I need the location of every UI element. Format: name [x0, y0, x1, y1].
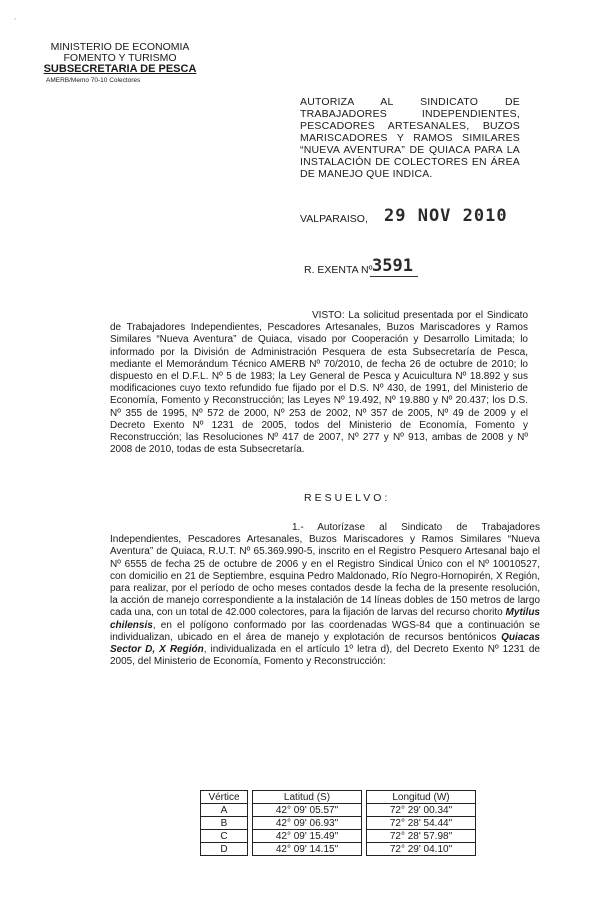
vertex-cell: C	[201, 830, 248, 843]
column-header-latitude: Latitud (S)	[253, 791, 362, 804]
table-row	[201, 804, 476, 817]
longitude-cell: 72° 28' 57.98"	[367, 830, 476, 843]
article-1-paragraph	[110, 522, 540, 668]
visto-paragraph	[110, 310, 528, 456]
coordinates-table	[200, 790, 476, 856]
vertex-cell: A	[201, 804, 248, 817]
date-stamp: 29 NOV 2010	[384, 206, 508, 226]
table-row	[201, 830, 476, 843]
longitude-cell: 72° 28' 54.44"	[367, 817, 476, 830]
number-underline	[370, 276, 418, 277]
memo-reference: AMERB/Memo 70-10 Colectores	[46, 77, 141, 84]
column-header-vertex: Vértice	[201, 791, 248, 804]
exenta-number: 3591	[372, 256, 413, 276]
ministry-header	[40, 42, 200, 86]
undersecretariat-name: SUBSECRETARIA DE PESCA	[43, 63, 197, 75]
latitude-cell: 42° 09' 14.15"	[253, 843, 362, 856]
visto-text: La solicitud presentada por el Sindicato de Trabajadores Independientes, Pescadores Artesanales, Buzos Mariscadores y Ramos Similares “Nueva Aventura” de Quiaca, visado por Cooperación y Desarrollo Limitada; lo informado por la División de Administración Pesquera de esta Subsecretaría de Pesca, mediante el Memorándum Técnico AMERB Nº 70/2010, de fecha 26 de octubre de 2010; lo dispuesto en el D.F.L. Nº 5 de 1983; la Ley General de Pesca y Acuicultura Nº 18.892 y sus modificaciones cuyo texto refundido fue fijado por el D.S. Nº 430, de 1991, del Ministerio de Economía, Fomento y Reconstrucción; las Leyes Nº 19.492, Nº 19.880 y Nº 20.437; los D.S. Nº 355 de 1995, Nº 572 de 2000, Nº 253 de 2002, Nº 357 de 2005, Nº 49 de 2009 y el Decreto Exento Nº 1231 de 2005, todos del Ministerio de Economía, Fomento y Reconstrucción; las Resoluciones Nº 417 de 2007, Nº 277 y Nº 913, ambas de 2008 y Nº 2008 de 2010, todas de esta Subsecretaría.	[110, 310, 529, 456]
column-header-longitude: Longitud (W)	[367, 791, 476, 804]
table-row	[201, 843, 476, 856]
table-header-row	[201, 791, 476, 804]
species-name: Mytilus chilensis	[110, 607, 540, 631]
ministry-name: MINISTERIO DE ECONOMIA	[50, 41, 190, 53]
latitude-cell: 42° 09' 05.57"	[253, 804, 362, 817]
place-label: VALPARAISO,	[300, 213, 368, 225]
resuelvo-heading: RESUELVO:	[304, 492, 391, 504]
table-row	[201, 817, 476, 830]
article-1-lead: 1.- Autorízase al Sindicato de Trabajadores	[292, 522, 540, 533]
longitude-cell: 72° 29' 00.34"	[367, 804, 476, 817]
exenta-label: R. EXENTA Nº	[304, 264, 373, 276]
vertex-cell: B	[201, 817, 248, 830]
longitude-cell: 72° 29' 04.10"	[367, 843, 476, 856]
article-1-text-b: , en el polígono conformado por las coordenadas WGS-84 que a continuación se individualizan, ubicado en el área de manejo y explotación de recursos bentónicos	[110, 619, 540, 643]
corner-mark: ∙	[14, 14, 17, 23]
latitude-cell: 42° 09' 06.93"	[253, 817, 362, 830]
ministry-subname: FOMENTO Y TURISMO	[63, 52, 177, 64]
latitude-cell: 42° 09' 15.49"	[253, 830, 362, 843]
article-1-text-a: Independientes, Pescadores Artesanales, Buzos Mariscadores y Ramos Similares “Nueva Aventura” de Quiaca, R.U.T. Nº 65.369.990-5, inscrito en el Registro Pesquero Artesanal bajo el Nº 6555 de fecha 25 de octubre de 2006 y en el Registro Sindical Único con el Nº 10010527, con domicilio en 21 de Septiembre, esquina Pedro Maldonado, Río Negro-Hornopirén, X Región, para realizar, por el período de ocho meses contados desde la fecha de la presente resolución, la acción de manejo correspondiente a la instalación de 14 líneas dobles de 150 metros de largo cada una, con un total de 42.000 colectores, para la fijación de larvas del recurso chorito	[110, 534, 540, 619]
resolution-subject: AUTORIZA AL SINDICATO DE TRABAJADORES INDEPENDIENTES, PESCADORES ARTESANALES, BUZOS MARISCADORES Y RAMOS SIMILARES “NUEVA AVENTURA” DE QUIACA PARA LA INSTALACIÓN DE COLECTORES EN ÁREA DE MANEJO QUE INDICA.	[300, 96, 520, 180]
vertex-cell: D	[201, 843, 248, 856]
article-1-text-c: , individualizada en el artículo 1º letra d), del Decreto Exento Nº 1231 de 2005, del Ministerio de Economía, Fomento y Reconstrucción:	[110, 644, 540, 668]
area-name: Quiacas Sector D, X Región	[110, 631, 540, 656]
visto-label: VISTO:	[312, 310, 345, 321]
